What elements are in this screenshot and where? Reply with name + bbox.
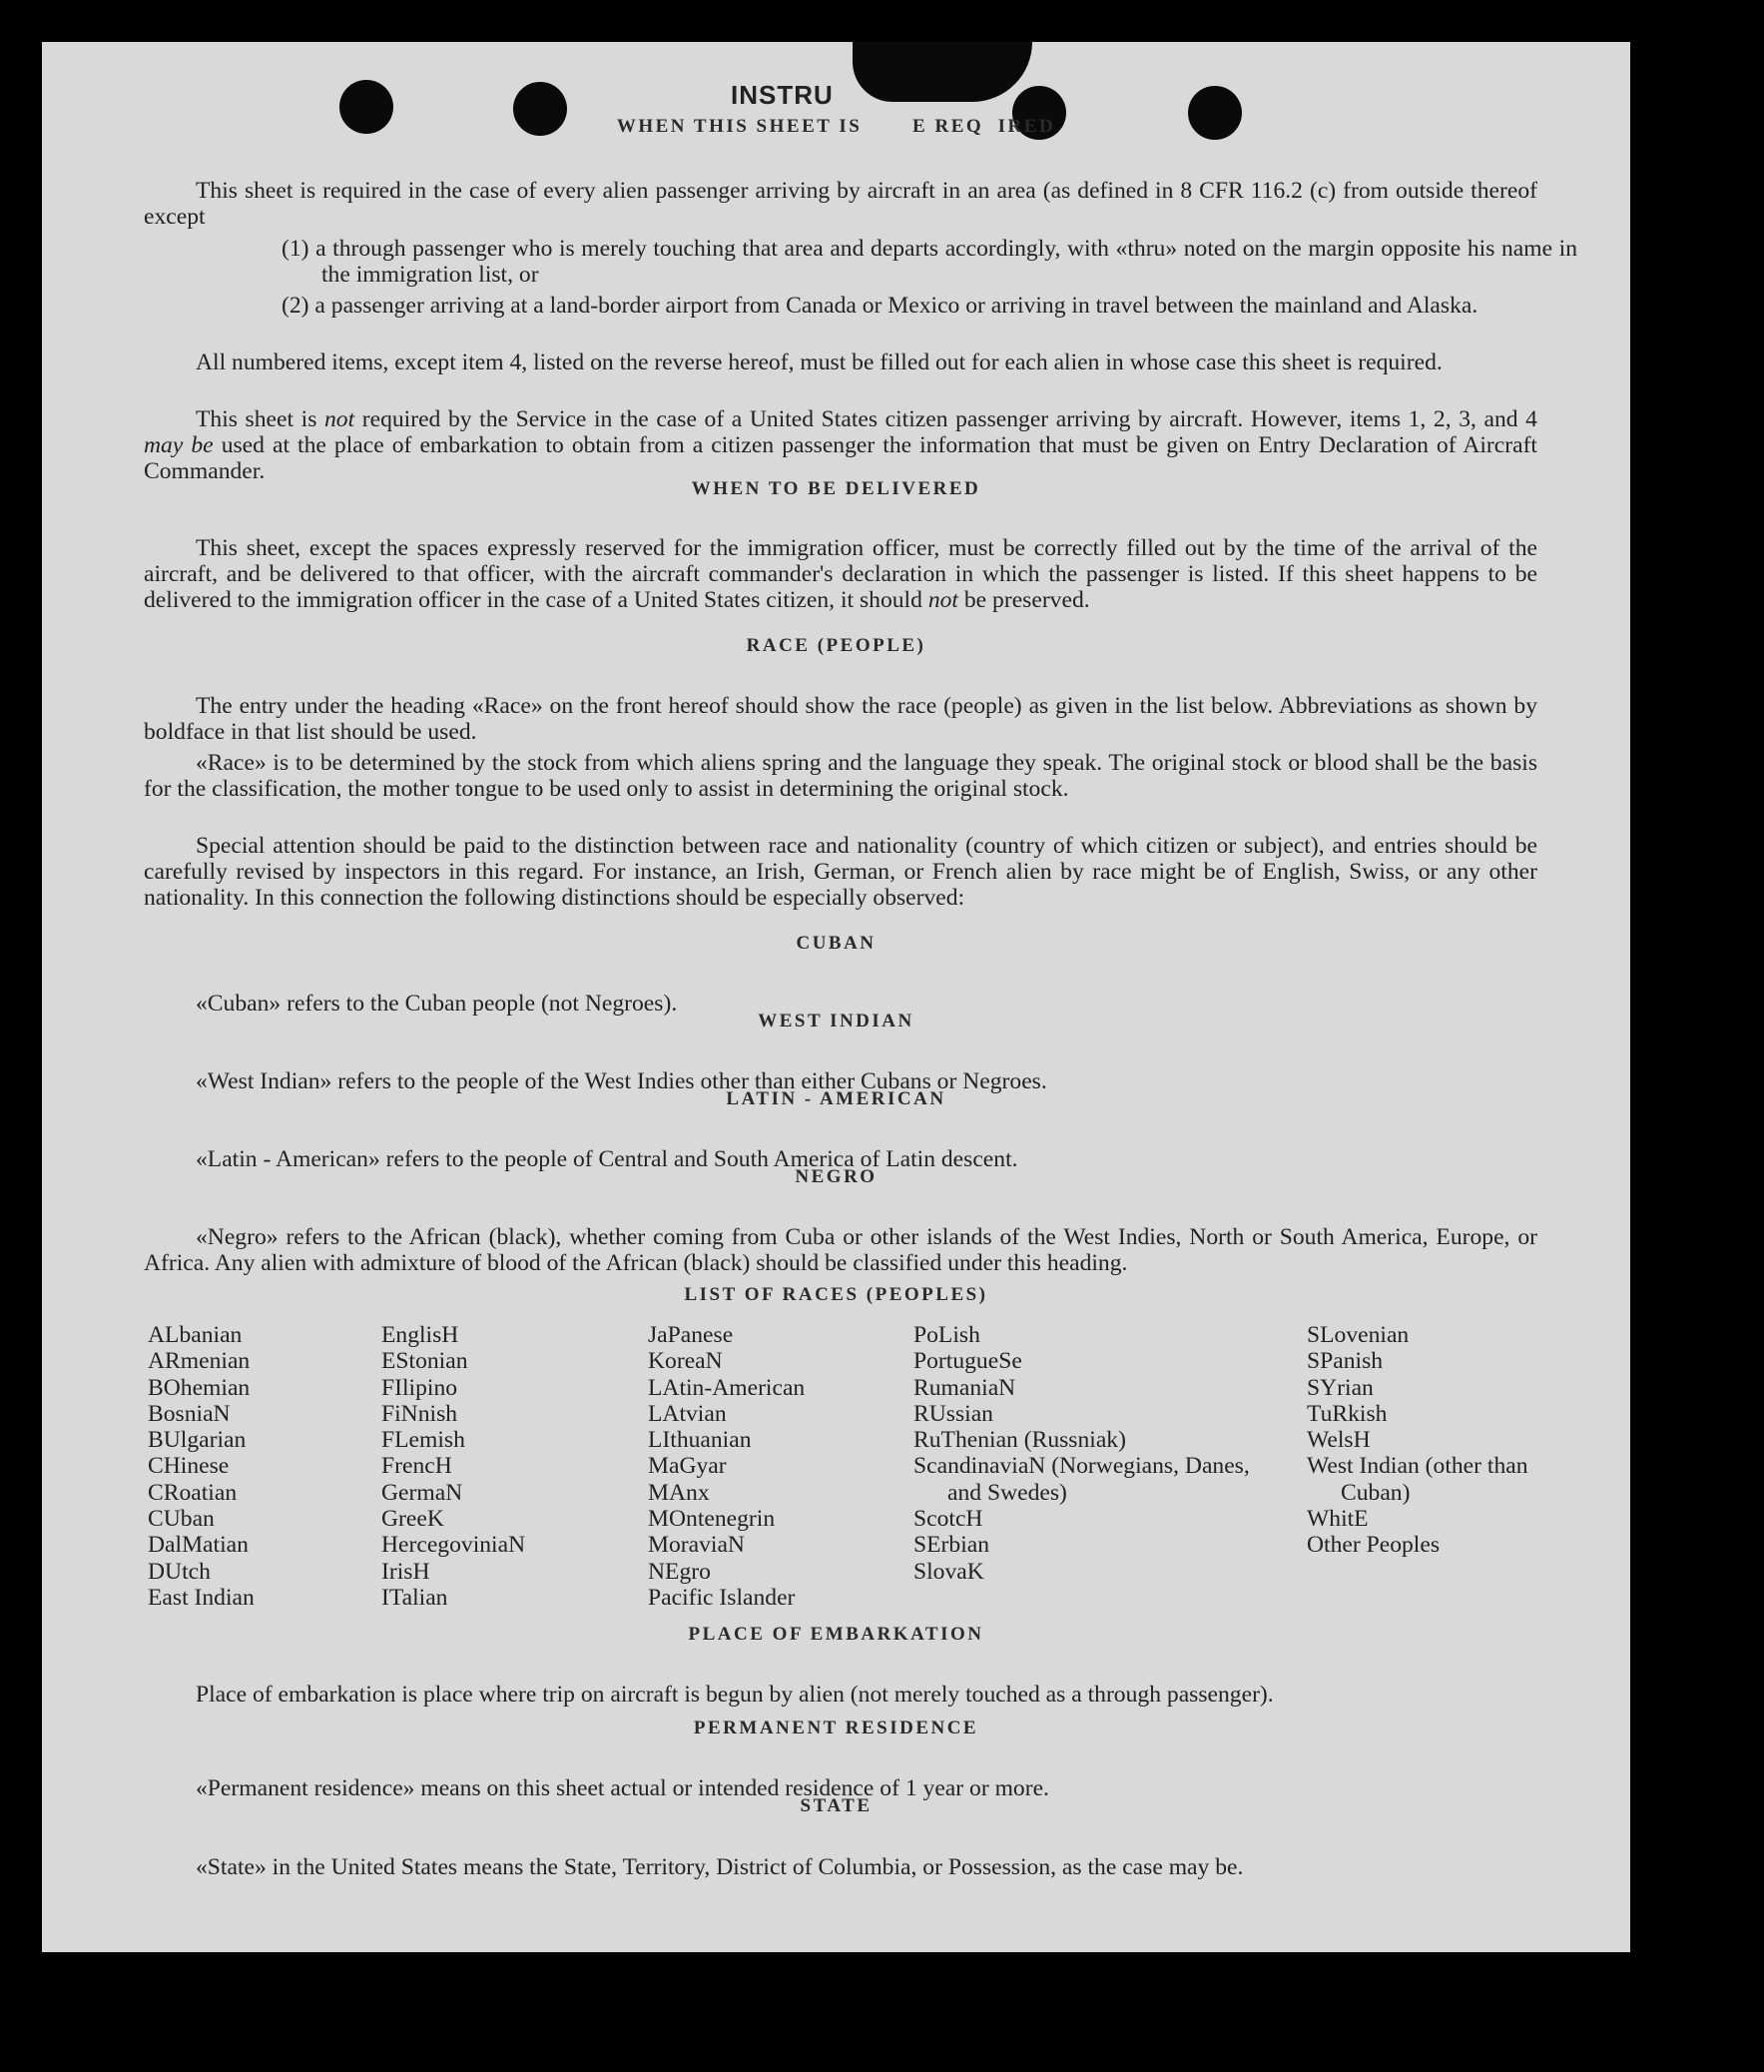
race-item: CUban (148, 1506, 215, 1533)
state-text: «State» in the United States means the State, Territory, District of Columbia, or Possession, as the case may be. (196, 1853, 1244, 1880)
race-heading: RACE (PEOPLE) (746, 635, 926, 656)
race-item: ScandinaviaN (Norwegians, Danes, and Swedes) (913, 1453, 1250, 1506)
races-column-3 (648, 1322, 805, 1611)
races-list-heading: LIST OF RACES (PEOPLES) (684, 1284, 988, 1305)
race-paragraph-3: Special attention should be paid to the distinction between race and nationality (country of which citizen or subject), and entries should be carefully revised by inspectors in this regard. For instance, an Irish, German, or French alien by race might be of English, Swiss, or any other nationality. In this connection the following distinctions should be especially observed: (144, 832, 1537, 912)
race-item: BosniaN (148, 1400, 231, 1427)
page-title: INSTRU (731, 80, 834, 110)
embarkation-text: Place of embarkation is place where trip on aircraft is begun by alien (not merely touched as a through passenger). (196, 1681, 1274, 1708)
torn-paper-area (853, 42, 1032, 102)
race-item: PoLish (913, 1322, 980, 1348)
race-item: MAnx (648, 1479, 710, 1506)
intro-paragraph: This sheet is required in the case of every alien passenger arriving by aircraft in an area (as defined in 8 CFR 116.2 (c) from outside thereof except (144, 177, 1537, 230)
race-item: IrisH (381, 1558, 430, 1585)
exception-item-1: (1) a through passenger who is merely touching that area and departs accordingly, with «thru» noted on the margin opposite his name in the immigration list, or (282, 235, 1577, 288)
race-item: Other Peoples (1307, 1532, 1441, 1559)
race-item: West Indian (other than Cuban) (1307, 1453, 1528, 1506)
race-item: FrencH (381, 1453, 452, 1480)
exception-item-2: (2) a passenger arriving at a land-border airport from Canada or Mexico or arriving in travel between the mainland and Alaska. (282, 292, 1478, 319)
race-item: HercegoviniaN (381, 1532, 526, 1559)
when-delivered-heading: WHEN TO BE DELIVERED (691, 478, 981, 499)
race-item: RumaniaN (913, 1374, 1016, 1401)
race-item: GermaN (381, 1479, 463, 1506)
numbered-items-paragraph: All numbered items, except item 4, listed on the reverse hereof, must be filled out for each alien in whose case this sheet is required. (196, 348, 1443, 375)
race-item: SYrian (1307, 1374, 1374, 1401)
race-item: RUssian (913, 1400, 993, 1427)
race-item: SLovenian (1307, 1322, 1410, 1348)
latin-american-text: «Latin - American» refers to the people of Central and South America of Latin descent. (196, 1145, 1018, 1172)
races-column-4 (913, 1322, 1253, 1585)
race-item: ITalian (381, 1584, 448, 1611)
race-item: MoraviaN (648, 1532, 745, 1559)
race-item: SErbian (913, 1532, 990, 1559)
race-item: JaPanese (648, 1322, 734, 1348)
race-item: MaGyar (648, 1453, 727, 1480)
race-item: Pacific Islander (648, 1584, 796, 1611)
negro-heading: NEGRO (795, 1166, 878, 1187)
race-item: SlovaK (913, 1558, 984, 1585)
west-indian-text: «West Indian» refers to the people of the West Indies other than either Cubans or Negroes. (196, 1067, 1047, 1094)
races-column-2 (381, 1322, 525, 1611)
race-item: SPanish (1307, 1348, 1384, 1375)
race-item: EStonian (381, 1348, 468, 1375)
permanent-residence-text: «Permanent residence» means on this sheet actual or intended residence of 1 year or more. (196, 1774, 1049, 1801)
permanent-residence-heading: PERMANENT RESIDENCE (693, 1718, 979, 1738)
embarkation-heading: PLACE OF EMBARKATION (688, 1624, 984, 1645)
west-indian-heading: WEST INDIAN (758, 1011, 914, 1032)
race-item: FIlipino (381, 1374, 458, 1401)
cuban-text: «Cuban» refers to the Cuban people (not Negroes). (196, 990, 678, 1017)
race-item: ALbanian (148, 1322, 243, 1348)
document-sheet (42, 42, 1630, 1952)
race-item: KoreaN (648, 1348, 723, 1375)
race-item: RuThenian (Russniak) (913, 1427, 1126, 1454)
citizen-paragraph: This sheet is not required by the Service in the case of a United States citizen passenger arriving by aircraft. However, items 1, 2, 3, and 4 may be used at the place of embarkation to obtain from a citizen passenger the information that must be given on Entry Declaration of Aircraft Commander. (144, 405, 1537, 485)
race-paragraph-1: The entry under the heading «Race» on the front hereof should show the race (people) as given in the list below. Abbreviations as shown by boldface in that list should be used. (144, 692, 1537, 745)
cuban-heading: CUBAN (796, 933, 877, 954)
negro-text: «Negro» refers to the African (black), whether coming from Cuba or other islands of the West Indies, North or South America, Europe, or Africa. Any alien with admixture of blood of the African (black) should be classified under this heading. (144, 1223, 1537, 1276)
race-item: TuRkish (1307, 1400, 1388, 1427)
race-item: PortugueSe (913, 1348, 1022, 1375)
race-item: LAtvian (648, 1400, 727, 1427)
race-item: GreeK (381, 1506, 444, 1533)
race-paragraph-2: «Race» is to be determined by the stock from which aliens spring and the language they speak. The original stock or blood shall be the basis for the classification, the mother tongue to be used only to assist in determining the original stock. (144, 749, 1537, 802)
page-subtitle: WHEN THIS SHEET IS E REQ IRED (616, 116, 1056, 137)
race-item: LAtin-American (648, 1374, 806, 1401)
race-item: FiNnish (381, 1400, 458, 1427)
race-item: FLemish (381, 1427, 465, 1454)
race-item: LIthuanian (648, 1427, 752, 1454)
race-item: WhitE (1307, 1506, 1369, 1533)
race-item: CRoatian (148, 1479, 238, 1506)
race-item: CHinese (148, 1453, 230, 1480)
race-item: MOntenegrin (648, 1506, 776, 1533)
races-column-1 (148, 1322, 255, 1611)
race-item: NEgro (648, 1558, 711, 1585)
when-delivered-paragraph: This sheet, except the spaces expressly reserved for the immigration officer, must be correctly filled out by the time of the arrival of the aircraft, and be delivered to that officer, with the aircraft commander's declaration in which the passenger is listed. If this sheet happens to be delivered to the immigration officer in the case of a United States citizen, it should not be preserved. (144, 534, 1537, 614)
race-item: BOhemian (148, 1374, 251, 1401)
race-item: East Indian (148, 1584, 255, 1611)
latin-american-heading: LATIN - AMERICAN (726, 1088, 946, 1109)
race-item: ARmenian (148, 1348, 251, 1375)
state-heading: STATE (800, 1795, 873, 1816)
race-item: BUlgarian (148, 1427, 247, 1454)
race-item: WelsH (1307, 1427, 1371, 1454)
race-item: DUtch (148, 1558, 211, 1585)
race-item: EnglisH (381, 1322, 459, 1348)
race-item: ScotcH (913, 1506, 983, 1533)
races-column-5 (1307, 1322, 1566, 1559)
race-item: DalMatian (148, 1532, 249, 1559)
